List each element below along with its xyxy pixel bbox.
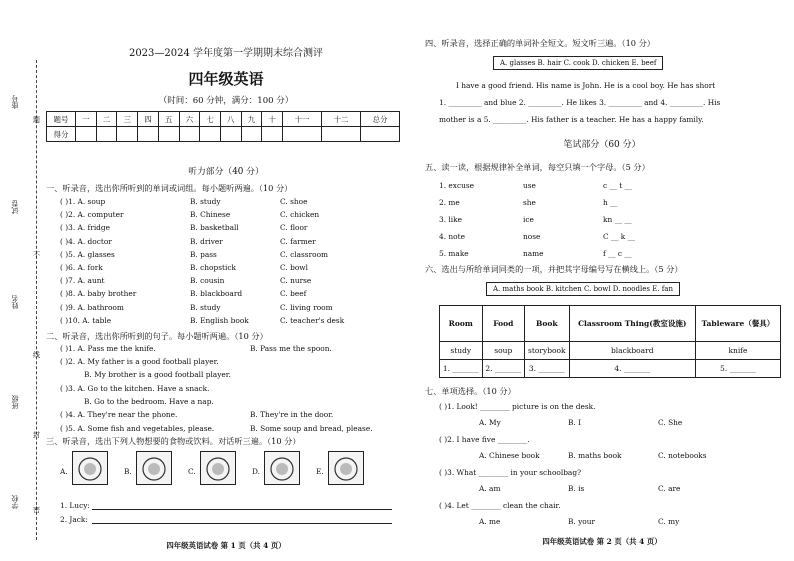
q7-option-c[interactable]: C. are: [658, 484, 681, 493]
q7-option-b[interactable]: B. is: [568, 484, 585, 493]
q1-option-c[interactable]: C. chicken: [280, 210, 320, 220]
score-input-cell[interactable]: [262, 127, 283, 142]
q2-option[interactable]: B. Pass me the spoon.: [250, 344, 332, 353]
exam-subtitle: （时间：60 分钟，满分：100 分）: [158, 96, 294, 106]
q1-option-b[interactable]: B. Chinese: [190, 210, 231, 220]
q7-option-b[interactable]: B. maths book: [568, 451, 622, 460]
q1-option-b[interactable]: B. English book: [190, 315, 249, 325]
q2-option[interactable]: B. Some soup and bread, please.: [250, 424, 373, 433]
q7-option-c[interactable]: C. notebooks: [658, 451, 707, 460]
score-input-cell[interactable]: [322, 127, 361, 142]
category-header: Room: [440, 306, 483, 342]
q7-question[interactable]: ( )2. I have five ________.: [439, 435, 530, 444]
q2-option[interactable]: ( )2. A. My father is a good football player.: [60, 357, 219, 366]
q3-picture-label: B.: [124, 467, 132, 476]
q4-line3: mother is a 5. _________. His father is a teacher. He has a happy family.: [439, 115, 704, 124]
q7-option-c[interactable]: C. my: [658, 517, 680, 526]
q5-fill-blank[interactable]: h __: [603, 198, 618, 207]
q7-question[interactable]: ( )3. What ________ in your schoolbag?: [439, 468, 582, 477]
score-header-cell: 一: [76, 112, 97, 127]
seat-number-label: 座号: [11, 95, 19, 109]
q4-title: 四、听录音，选择正确的单词补全短文。短文听三遍。（10 分）: [425, 38, 655, 48]
category-word: blackboard: [569, 342, 695, 360]
q2-option[interactable]: ( )4. A. They're near the phone.: [60, 410, 178, 419]
q4-line1: I have a good friend. His name is John. He is a cool boy. He has short: [456, 81, 716, 90]
q1-option-c[interactable]: C. shoe: [280, 197, 308, 206]
q2-option[interactable]: ( )3. A. Go to the kitchen. Have a snack.: [60, 384, 210, 393]
q5-fill-blank[interactable]: kn __ __: [603, 215, 632, 224]
q1-option-c[interactable]: C. floor: [280, 223, 308, 233]
seal-mark: 线: [33, 351, 40, 359]
score-input-cell[interactable]: [220, 127, 241, 142]
subject-title: 四年级英语: [188, 70, 264, 88]
binding-strip: [0, 0, 44, 561]
score-header-cell: 十二: [322, 112, 361, 127]
q5-word: 5. make: [439, 249, 469, 258]
q7-option-a[interactable]: A. Chinese book: [479, 451, 540, 460]
q2-title: 二、听录音，选出你所听到的句子。每小题听两遍。（10 分）: [46, 331, 268, 341]
category-header: Book: [525, 306, 570, 342]
q4-options: A. glasses B. hair C. cook D. chicken E. beef: [493, 56, 663, 70]
score-input-cell[interactable]: [283, 127, 322, 142]
q5-fill-blank[interactable]: c __ t __: [603, 181, 632, 190]
exam-title: 2023—2024 学年度第一学期期末综合测评: [128, 48, 324, 59]
q1-option-c[interactable]: C. teacher's desk: [280, 315, 345, 325]
q1-option-b[interactable]: B. chopstick: [190, 263, 236, 272]
school-label: 学校: [11, 495, 19, 509]
q1-option-b[interactable]: B. driver: [190, 236, 223, 246]
score-header-cell: 二: [96, 112, 117, 127]
q1-option-a[interactable]: ( )4. A. doctor: [60, 236, 112, 246]
q1-title: 一、听录音，选出你所听到的单词或词组。每小题听两遍。（10 分）: [46, 183, 293, 193]
q1-option-c[interactable]: C. living room: [280, 302, 333, 312]
fish-icon[interactable]: [328, 451, 364, 485]
q3-picture-label: A.: [60, 467, 68, 476]
rice-icon[interactable]: [264, 451, 300, 485]
q5-pattern-word: name: [523, 249, 544, 258]
score-header-cell: 三: [117, 112, 138, 127]
category-word: soup: [482, 342, 525, 360]
category-word: storybook: [525, 342, 570, 360]
q1-option-a[interactable]: ( )3. A. fridge: [60, 223, 111, 233]
listening-title: 听力部分（40 分）: [188, 167, 264, 177]
q5-fill-blank[interactable]: C __ k __: [603, 232, 635, 241]
score-header-cell: 六: [179, 112, 200, 127]
score-header-cell: 七: [200, 112, 221, 127]
category-header: Classroom Thing(教室设施): [569, 306, 695, 342]
seal-line: [36, 60, 37, 540]
score-input-cell[interactable]: [179, 127, 200, 142]
score-header-cell: 总分: [360, 112, 399, 127]
score-input-cell[interactable]: [117, 127, 138, 142]
q2-option[interactable]: B. My brother is a good football player.: [84, 370, 231, 379]
q1-option-c[interactable]: C. bowl: [280, 263, 308, 272]
q7-option-b[interactable]: B. your: [568, 517, 596, 526]
q3-picture-label: E.: [316, 467, 324, 476]
answer-lucy-label: 1. Lucy:: [60, 501, 90, 510]
q1-option-c[interactable]: C. classroom: [280, 249, 329, 259]
q1-option-c[interactable]: C. beef: [280, 289, 307, 299]
score-header-cell: 九: [241, 112, 262, 127]
page1-footer: 四年级英语试卷 第 1 页（共 4 页）: [166, 541, 286, 550]
q3-picture-label: D.: [252, 467, 261, 476]
score-header-cell: 题号: [47, 112, 76, 127]
q1-option-c[interactable]: C. nurse: [280, 276, 312, 286]
category-answer-blank[interactable]: 3. _______: [525, 360, 570, 378]
score-input-cell[interactable]: [96, 127, 117, 142]
page2-footer: 四年级英语试卷 第 2 页（共 4 页）: [542, 537, 662, 546]
score-header-cell: 十: [262, 112, 283, 127]
vegetables-icon[interactable]: [72, 451, 108, 485]
score-input-cell[interactable]: [360, 127, 399, 142]
category-header: Food: [482, 306, 525, 342]
q2-option[interactable]: ( )5. A. Some fish and vegetables, please.: [60, 424, 215, 433]
q5-word: 2. me: [439, 198, 460, 207]
category-table: [439, 305, 781, 378]
category-answer-blank[interactable]: 5. _______: [695, 360, 780, 378]
score-input-cell[interactable]: [200, 127, 221, 142]
q5-title: 五、读一读，根据规律补全单词，每空只填一个字母。（5 分）: [425, 162, 650, 172]
q5-pattern-word: ice: [523, 215, 534, 224]
q5-word: 1. excuse: [439, 181, 475, 190]
score-header-cell: 十一: [283, 112, 322, 127]
q3-picture-label: C.: [188, 467, 196, 476]
chicken-icon[interactable]: [200, 451, 236, 485]
score-input-cell[interactable]: [138, 127, 159, 142]
q1-option-a[interactable]: ( )5. A. glasses: [60, 249, 115, 259]
q6-options: A. maths book B. kitchen C. bowl D. noodles E. fan: [486, 282, 680, 296]
q7-option-b[interactable]: B. I: [568, 418, 582, 427]
q7-question[interactable]: ( )4. Let ________ clean the chair.: [439, 501, 561, 510]
seal-mark: 密: [33, 506, 40, 514]
q3-title: 三、听录音，选出下列人物想要的食物或饮料。对话听三遍。（10 分）: [46, 436, 301, 446]
q5-fill-blank[interactable]: f __ c __: [603, 249, 632, 258]
q4-line2: 1. _________ and blue 2. _________. He likes 3. _________ and 4. _________. His: [439, 98, 721, 107]
score-row-label: 得分: [47, 127, 76, 142]
category-answer-blank[interactable]: 2. _______: [482, 360, 525, 378]
juice-icon[interactable]: [136, 451, 172, 485]
score-table: [46, 111, 400, 142]
answer-jack-line[interactable]: [92, 523, 392, 524]
answer-lucy-line[interactable]: [92, 509, 392, 510]
q2-option[interactable]: ( )1. A. Pass me the knife.: [60, 344, 156, 353]
q1-option-a[interactable]: ( )1. A. soup: [60, 197, 106, 206]
name-label: 姓名: [11, 295, 19, 309]
score-input-cell[interactable]: [76, 127, 97, 142]
q5-pattern-word: she: [523, 198, 536, 207]
q7-title: 七、单项选择。（10 分）: [425, 386, 516, 396]
category-answer-blank[interactable]: 4. _______: [569, 360, 695, 378]
q7-question[interactable]: ( )1. Look! ________ picture is on the desk.: [439, 402, 596, 411]
q5-word: 3. like: [439, 215, 462, 224]
q1-option-b[interactable]: B. basketball: [190, 223, 239, 233]
score-input-cell[interactable]: [158, 127, 179, 142]
q6-title: 六、选出与所给单词同类的一项，并把其字母编号写在横线上。（5 分）: [425, 264, 683, 274]
category-answer-blank[interactable]: 1. _______: [440, 360, 483, 378]
q1-option-a[interactable]: ( )8. A. baby brother: [60, 289, 137, 299]
q7-option-a[interactable]: A. My: [479, 418, 501, 427]
q1-option-b[interactable]: B. study: [190, 197, 221, 206]
q1-option-a[interactable]: ( )2. A. computer: [60, 210, 124, 220]
q5-word: 4. note: [439, 232, 465, 241]
category-header: Tableware（餐具）: [695, 306, 780, 342]
seal-mark: 封: [33, 431, 40, 439]
category-word: study: [440, 342, 483, 360]
written-title: 笔试部分（60 分）: [563, 140, 641, 150]
q1-option-a[interactable]: ( )6. A. fork: [60, 263, 103, 272]
score-header-cell: 四: [138, 112, 159, 127]
q5-pattern-word: use: [523, 181, 536, 190]
paper-label: 试卷: [11, 200, 19, 214]
score-header-cell: 八: [220, 112, 241, 127]
q5-pattern-word: nose: [523, 232, 541, 241]
q2-option[interactable]: B. Go to the bedroom. Have a nap.: [84, 397, 214, 406]
q1-option-b[interactable]: B. pass: [190, 249, 217, 259]
q1-option-b[interactable]: B. blackboard: [190, 289, 243, 299]
class-label: 班级: [11, 395, 19, 409]
q7-option-c[interactable]: C. She: [658, 418, 683, 427]
q1-option-c[interactable]: C. farmer: [280, 236, 316, 246]
seal-mark: 不: [33, 251, 40, 259]
q7-option-a[interactable]: A. am: [479, 484, 501, 493]
seal-mark: 题: [33, 116, 40, 124]
category-word: knife: [695, 342, 780, 360]
score-input-cell[interactable]: [241, 127, 262, 142]
q1-option-b[interactable]: B. cousin: [190, 276, 225, 286]
q2-option[interactable]: B. They're in the door.: [250, 410, 334, 419]
q1-option-a[interactable]: ( )10. A. table: [60, 315, 112, 325]
q1-option-a[interactable]: ( )7. A. aunt: [60, 276, 105, 286]
q1-option-b[interactable]: B. study: [190, 302, 221, 312]
q7-option-a[interactable]: A. me: [479, 517, 501, 526]
answer-jack-label: 2. Jack:: [60, 515, 88, 524]
q1-option-a[interactable]: ( )9. A. bathroom: [60, 302, 124, 312]
score-header-cell: 五: [158, 112, 179, 127]
